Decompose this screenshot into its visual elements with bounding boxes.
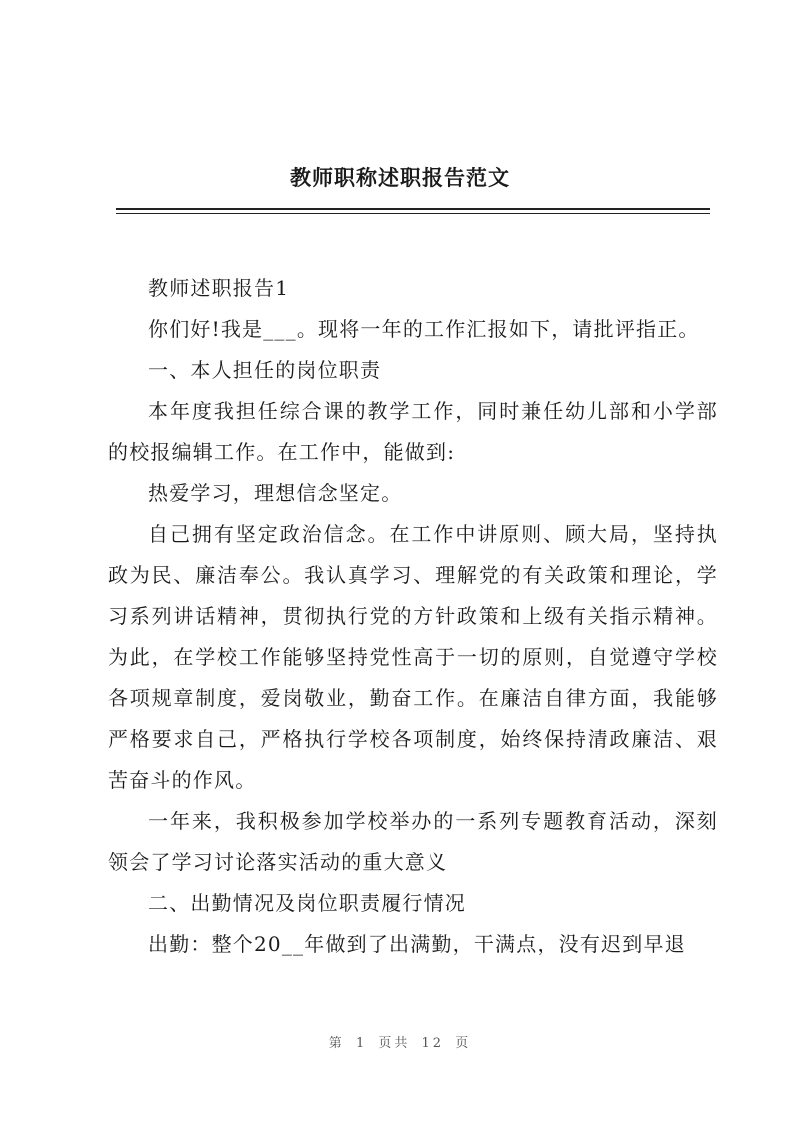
page-footer	[0, 1032, 800, 1051]
section-heading: 教师述职报告1	[148, 276, 290, 300]
body-paragraph: 自己拥有坚定政治信念。在工作中讲原则、顾大局，坚持执政为民、廉洁奉公。我认真学习、理解党的有关政策和理论，学习系列讲话精神，贯彻执行党的方针政策和上级有关指示精神。为此，在学校工作能够坚持党性高于一切的原则，自觉遵守学校各项规章制度，爱岗敬业，勤奋工作。在廉洁自律方面，我能够严格要求自己，严格执行学校各项制度，始终保持清政廉洁、艰苦奋斗的作风。	[108, 522, 718, 792]
footer-middle: 页共	[378, 1036, 411, 1051]
body-paragraph: 热爱学习，理想信念坚定。	[148, 481, 403, 505]
greeting-paragraph: 你们好!我是___。现将一年的工作汇报如下，请批评指正。	[148, 317, 700, 341]
footer-suffix: 页	[455, 1036, 472, 1051]
body-paragraph: 本年度我担任综合课的教学工作，同时兼任幼儿部和小学部的校报编辑工作。在工作中，能做到:	[108, 399, 718, 464]
document-title: 教师职称述职报告范文	[290, 165, 510, 190]
title-divider-thin	[116, 213, 710, 214]
footer-page-number: 1	[355, 1036, 368, 1051]
footer-prefix: 第	[328, 1036, 345, 1051]
section-heading: 一、本人担任的岗位职责	[148, 358, 382, 382]
footer-total-pages: 12	[421, 1036, 445, 1051]
title-divider	[116, 208, 710, 210]
section-heading: 二、出勤情况及岗位职责履行情况	[148, 891, 466, 915]
document-body	[108, 268, 718, 965]
body-paragraph: 一年来，我积极参加学校举办的一系列专题教育活动，深刻领会了学习讨论落实活动的重大意义	[108, 809, 718, 874]
body-paragraph: 出勤：整个20__年做到了出满勤，干满点，没有迟到早退	[148, 932, 686, 956]
